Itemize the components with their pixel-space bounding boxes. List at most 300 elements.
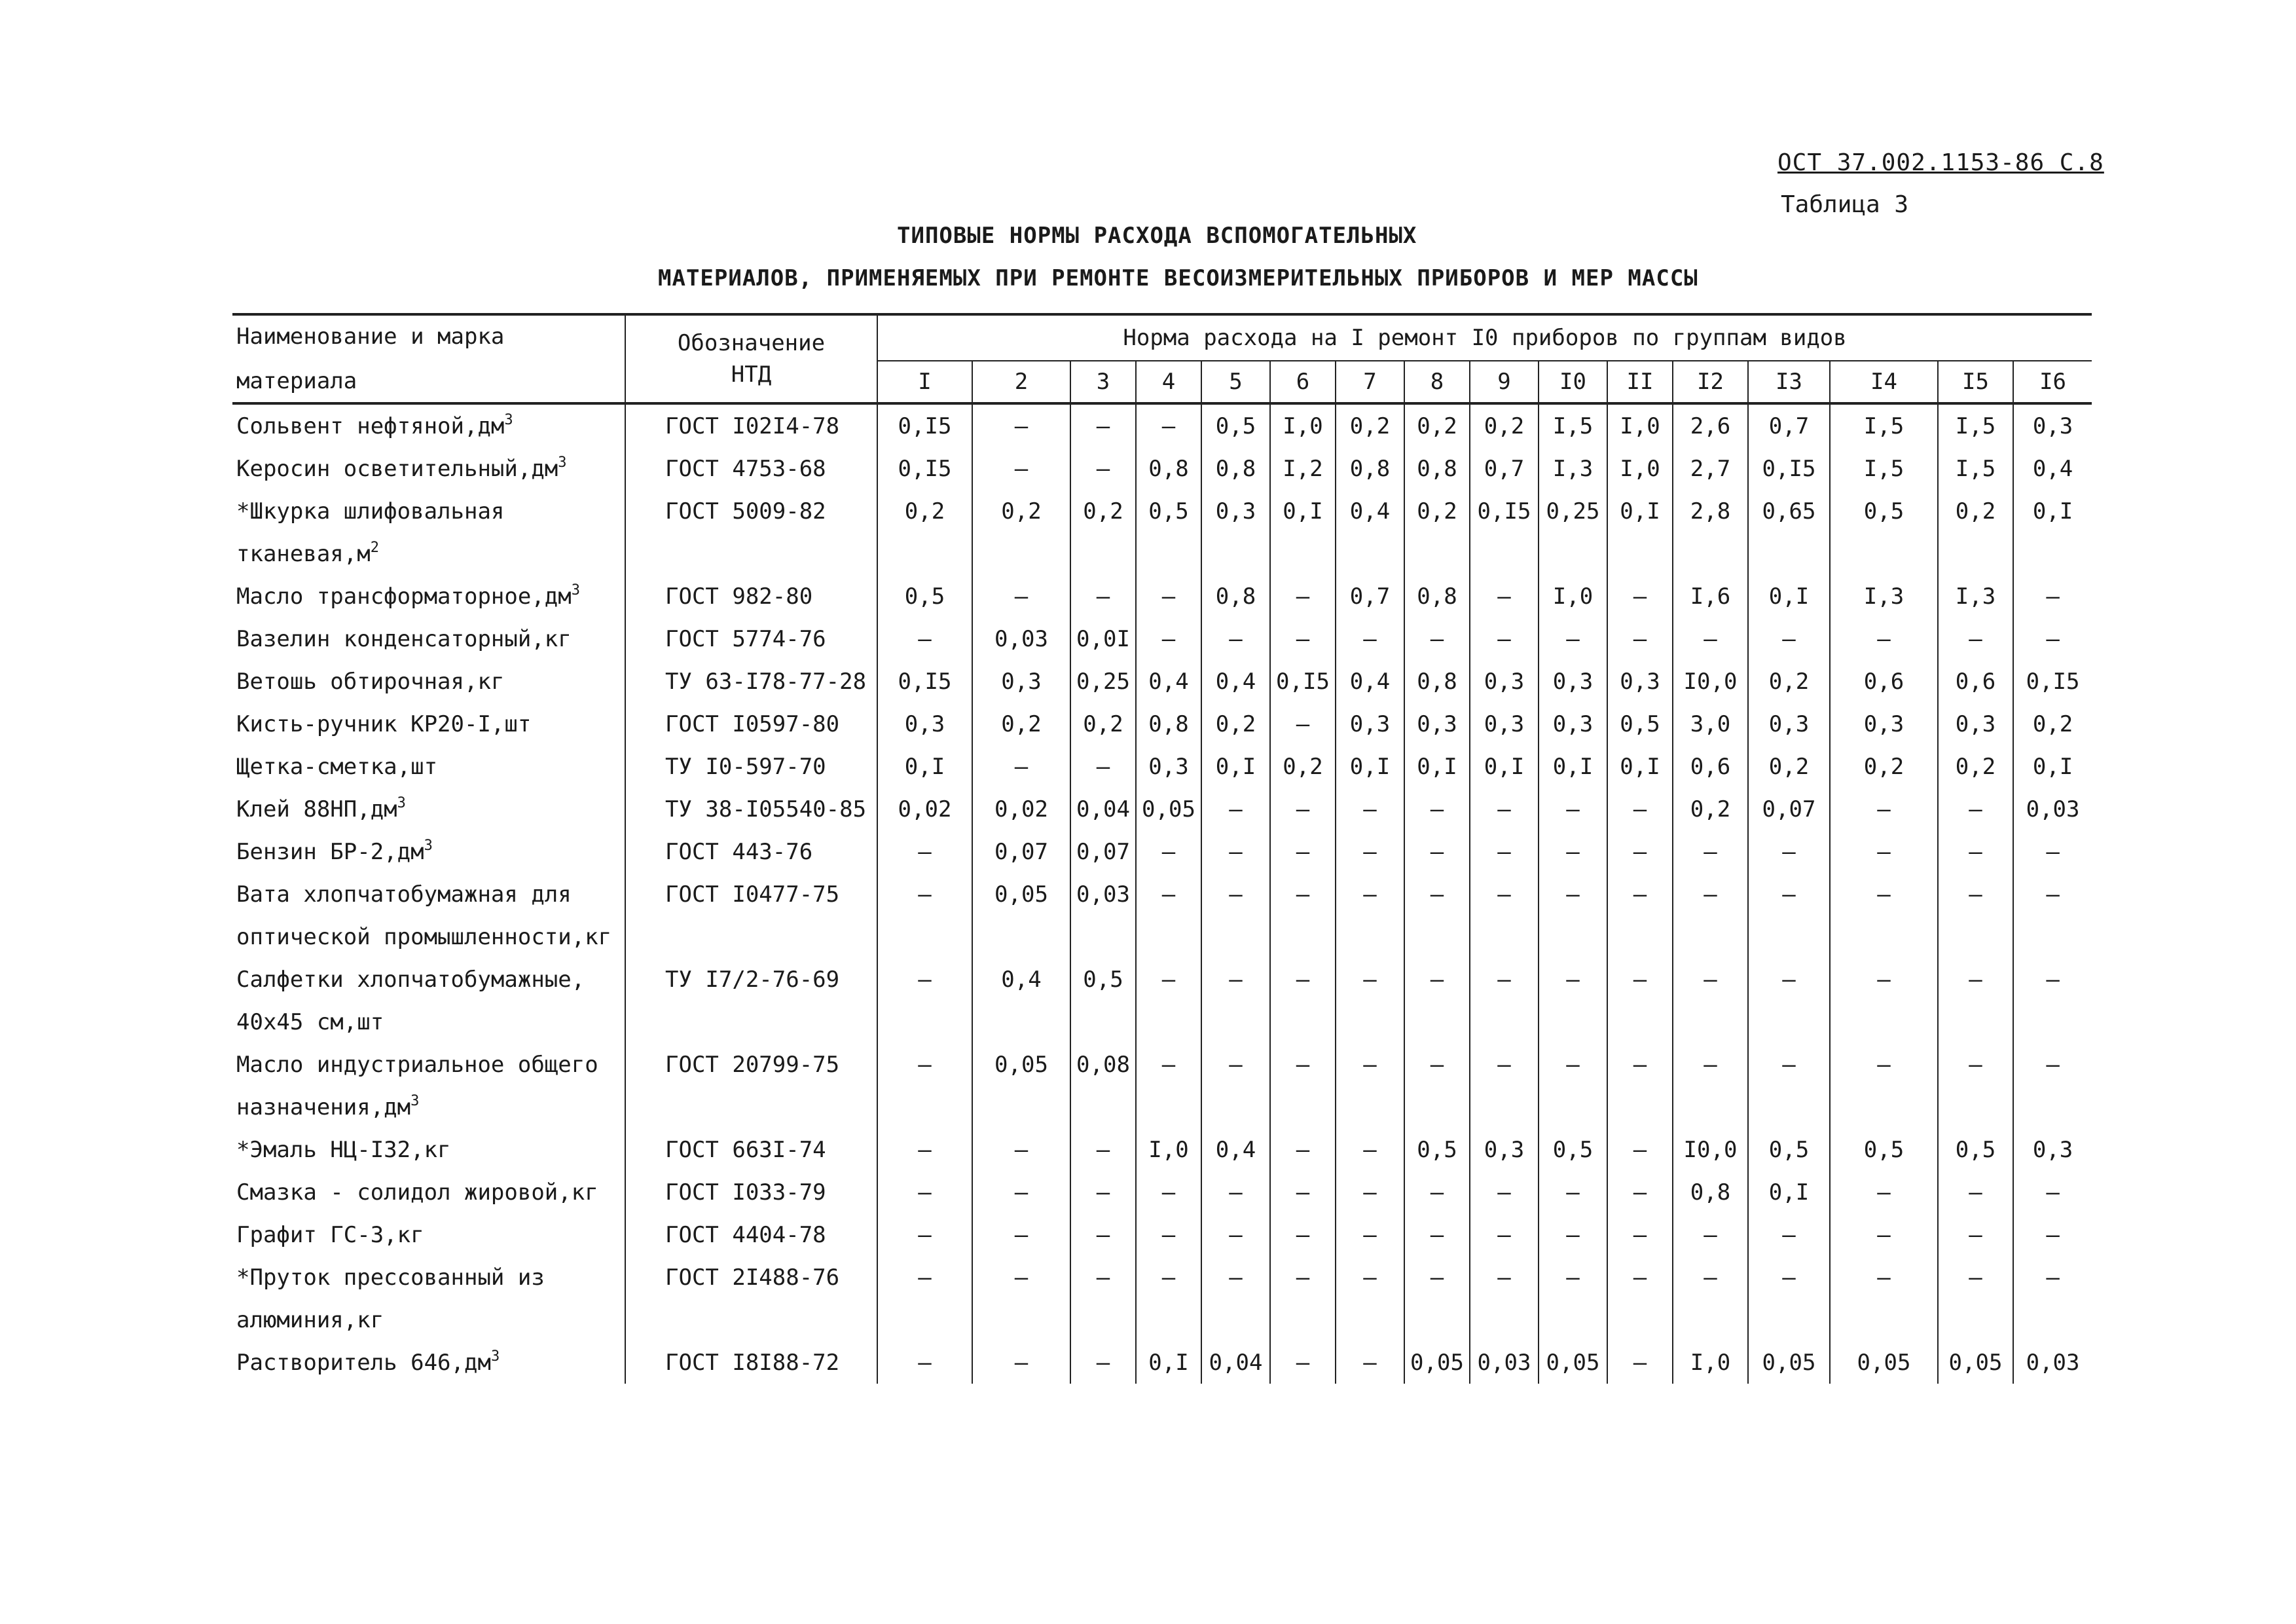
ntd-cell: ГОСТ 663I-74: [625, 1128, 877, 1171]
norm-value-cell: –: [1136, 403, 1201, 447]
norm-value-cell: 0,07: [1070, 830, 1136, 873]
material-name: Масло трансформаторное,дм: [236, 583, 572, 610]
norm-value-cell: –: [1673, 1256, 1748, 1299]
empty-cell: [1070, 1086, 1136, 1128]
norm-value-cell: 0,08: [1070, 1043, 1136, 1086]
norm-value-cell: –: [2013, 1171, 2092, 1213]
norm-value-cell: 0,8: [1136, 447, 1201, 490]
norm-value-cell: –: [972, 1128, 1070, 1171]
norm-value-cell: –: [1201, 788, 1270, 830]
ntd-cell: ГОСТ 4753-68: [625, 447, 877, 490]
unit-superscript: 3: [558, 454, 567, 471]
empty-cell: [1938, 532, 2013, 575]
material-name: Клей 88НП,дм: [236, 796, 397, 822]
empty-cell: [1404, 532, 1470, 575]
empty-cell: [972, 915, 1070, 958]
empty-cell: [625, 1001, 877, 1043]
norm-value-cell: 0,I: [1404, 745, 1470, 788]
norm-value-cell: –: [1470, 788, 1539, 830]
norm-value-cell: I0,0: [1673, 1128, 1748, 1171]
norm-value-cell: 0,4: [2013, 447, 2092, 490]
norm-value-cell: 0,5: [1607, 703, 1673, 745]
ntd-cell: ТУ 38-I05540-85: [625, 788, 877, 830]
empty-cell: [1336, 915, 1404, 958]
norm-value-cell: 0,0I: [1070, 618, 1136, 660]
empty-cell: [1270, 532, 1336, 575]
empty-cell: [2013, 1001, 2092, 1043]
empty-cell: [625, 1299, 877, 1341]
material-name-cell: [232, 1341, 625, 1384]
empty-cell: [2013, 1299, 2092, 1341]
norm-value-cell: –: [1201, 958, 1270, 1001]
norm-value-cell: –: [1830, 1043, 1938, 1086]
norm-value-cell: 0,2: [972, 703, 1070, 745]
ntd-cell: ТУ 63-I78-77-28: [625, 660, 877, 703]
table-row: [232, 490, 2092, 532]
norm-value-cell: –: [1336, 1043, 1404, 1086]
norm-value-cell: –: [1938, 788, 2013, 830]
group-header-cell: I0: [1539, 361, 1607, 403]
norm-value-cell: –: [1070, 1213, 1136, 1256]
norm-value-cell: –: [1336, 1256, 1404, 1299]
norm-value-cell: –: [1404, 1256, 1470, 1299]
empty-cell: [1748, 1299, 1830, 1341]
table-row: [232, 1171, 2092, 1213]
norm-value-cell: 0,04: [1201, 1341, 1270, 1384]
table-row: [232, 830, 2092, 873]
table-row: [232, 447, 2092, 490]
table-row: [232, 958, 2092, 1001]
group-header-cell: 5: [1201, 361, 1270, 403]
norm-value-cell: –: [1539, 1043, 1607, 1086]
norm-value-cell: –: [1270, 788, 1336, 830]
empty-cell: [1336, 1001, 1404, 1043]
unit-superscript: 3: [571, 581, 580, 599]
norm-value-cell: 0,05: [972, 873, 1070, 915]
table-label: Таблица 3: [1781, 191, 1909, 218]
empty-cell: [1607, 1299, 1673, 1341]
empty-cell: [1748, 1086, 1830, 1128]
norm-value-cell: 0,03: [2013, 788, 2092, 830]
norm-value-cell: –: [877, 1256, 972, 1299]
norm-value-cell: 0,4: [1136, 660, 1201, 703]
table-row: [232, 873, 2092, 915]
norm-value-cell: 0,3: [972, 660, 1070, 703]
group-header-cell: II: [1607, 361, 1673, 403]
norm-value-cell: –: [1748, 1043, 1830, 1086]
norm-value-cell: 0,3: [1201, 490, 1270, 532]
norm-value-cell: –: [2013, 873, 2092, 915]
norm-value-cell: –: [1404, 1171, 1470, 1213]
column-header-ntd: [625, 314, 877, 403]
norm-value-cell: –: [1830, 830, 1938, 873]
norm-value-cell: 0,3: [1470, 703, 1539, 745]
unit-superscript: 2: [370, 539, 379, 556]
table-row: [232, 403, 2092, 447]
table-row: [232, 1128, 2092, 1171]
norm-value-cell: –: [1136, 1043, 1201, 1086]
empty-cell: [1938, 915, 2013, 958]
material-name-cell: [232, 1171, 625, 1213]
norm-value-cell: –: [1470, 575, 1539, 618]
empty-cell: [1470, 532, 1539, 575]
norm-value-cell: –: [972, 575, 1070, 618]
group-header-cell: I3: [1748, 361, 1830, 403]
norm-value-cell: 0,3: [1748, 703, 1830, 745]
norm-value-cell: 0,2: [1404, 490, 1470, 532]
empty-cell: [1830, 1001, 1938, 1043]
empty-cell: [972, 1299, 1070, 1341]
norm-value-cell: 2,8: [1673, 490, 1748, 532]
ntd-cell: ГОСТ 20799-75: [625, 1043, 877, 1086]
norm-value-cell: I,0: [1539, 575, 1607, 618]
empty-cell: [1201, 532, 1270, 575]
table-row-continuation: [232, 1001, 2092, 1043]
empty-cell: [1607, 1001, 1673, 1043]
group-header-cell: 2: [972, 361, 1070, 403]
norm-value-cell: –: [1470, 618, 1539, 660]
norm-value-cell: 0,07: [1748, 788, 1830, 830]
table-title-line1: ТИПОВЫЕ НОРМЫ РАСХОДА ВСПОМОГАТЕЛЬНЫХ: [897, 223, 1417, 249]
norm-value-cell: 0,I5: [877, 403, 972, 447]
norm-value-cell: –: [1136, 1171, 1201, 1213]
ntd-cell: ГОСТ I0597-80: [625, 703, 877, 745]
norm-value-cell: –: [1830, 788, 1938, 830]
norm-value-cell: –: [1830, 1171, 1938, 1213]
empty-cell: [1136, 1001, 1201, 1043]
norm-value-cell: 0,2: [972, 490, 1070, 532]
norm-value-cell: 0,I: [1607, 490, 1673, 532]
norm-value-cell: 0,I5: [1470, 490, 1539, 532]
norm-value-cell: 0,05: [1830, 1341, 1938, 1384]
empty-cell: [1673, 1299, 1748, 1341]
norm-value-cell: 0,2: [1938, 490, 2013, 532]
norm-value-cell: –: [1539, 873, 1607, 915]
norm-value-cell: 0,3: [1938, 703, 2013, 745]
norm-value-cell: –: [1336, 1341, 1404, 1384]
group-header-cell: 7: [1336, 361, 1404, 403]
norm-value-cell: 0,03: [1070, 873, 1136, 915]
norm-value-cell: –: [972, 403, 1070, 447]
norm-value-cell: –: [1470, 958, 1539, 1001]
norm-value-cell: 0,3: [1336, 703, 1404, 745]
norm-value-cell: 0,I: [1607, 745, 1673, 788]
norm-value-cell: –: [1336, 1213, 1404, 1256]
norm-value-cell: –: [1336, 873, 1404, 915]
column-header-norm: Норма расхода на I ремонт I0 приборов по группам видов: [877, 314, 2092, 361]
material-name: Щетка-сметка,шт: [236, 753, 438, 780]
norm-value-cell: –: [1938, 618, 2013, 660]
empty-cell: [877, 1086, 972, 1128]
empty-cell: [1539, 1299, 1607, 1341]
norm-value-cell: –: [1404, 873, 1470, 915]
norm-value-cell: I,3: [1938, 575, 2013, 618]
norm-value-cell: –: [877, 618, 972, 660]
material-name-continuation: назначения,дм: [236, 1094, 411, 1120]
norm-value-cell: –: [1270, 575, 1336, 618]
empty-cell: [625, 915, 877, 958]
norm-value-cell: –: [1201, 1043, 1270, 1086]
empty-cell: [877, 532, 972, 575]
norm-value-cell: 0,I: [1748, 1171, 1830, 1213]
table-row: [232, 660, 2092, 703]
empty-cell: [1136, 1299, 1201, 1341]
norm-value-cell: 0,2: [2013, 703, 2092, 745]
norm-value-cell: –: [1270, 1043, 1336, 1086]
norm-value-cell: 0,I5: [877, 447, 972, 490]
norm-value-cell: –: [1938, 1043, 2013, 1086]
norm-value-cell: I,5: [1830, 403, 1938, 447]
group-header-cell: I6: [2013, 361, 2092, 403]
norm-value-cell: –: [1336, 1171, 1404, 1213]
norm-value-cell: 0,4: [1336, 490, 1404, 532]
norm-value-cell: 0,07: [972, 830, 1070, 873]
material-name-cell: [232, 1128, 625, 1171]
material-name: Сольвент нефтяной,дм: [236, 413, 505, 439]
ntd-cell: ГОСТ 982-80: [625, 575, 877, 618]
empty-cell: [1539, 532, 1607, 575]
ntd-cell: ГОСТ I0477-75: [625, 873, 877, 915]
norm-value-cell: –: [1607, 830, 1673, 873]
empty-cell: [1539, 1086, 1607, 1128]
ntd-cell: ГОСТ I02I4-78: [625, 403, 877, 447]
norm-value-cell: I,3: [1830, 575, 1938, 618]
empty-cell: [1607, 915, 1673, 958]
norm-value-cell: –: [1136, 618, 1201, 660]
empty-cell: [1070, 915, 1136, 958]
norm-value-cell: –: [2013, 618, 2092, 660]
norm-value-cell: –: [972, 1213, 1070, 1256]
norm-value-cell: –: [877, 830, 972, 873]
norm-value-cell: –: [1539, 1171, 1607, 1213]
empty-cell: [972, 1086, 1070, 1128]
empty-cell: [1136, 915, 1201, 958]
column-header-name: [232, 314, 625, 403]
empty-cell: [1201, 915, 1270, 958]
ntd-cell: ТУ I7/2-76-69: [625, 958, 877, 1001]
norm-value-cell: 0,5: [1539, 1128, 1607, 1171]
group-header-cell: 3: [1070, 361, 1136, 403]
norm-value-cell: 0,5: [1830, 490, 1938, 532]
ntd-cell: ГОСТ 443-76: [625, 830, 877, 873]
empty-cell: [1673, 532, 1748, 575]
norms-table: [232, 313, 2092, 1384]
norm-value-cell: 0,05: [1136, 788, 1201, 830]
material-name-cell: [232, 1043, 625, 1086]
ntd-cell: ГОСТ I033-79: [625, 1171, 877, 1213]
norm-value-cell: 0,6: [1938, 660, 2013, 703]
norm-value-cell: –: [1336, 1128, 1404, 1171]
norm-value-cell: –: [1404, 1213, 1470, 1256]
norm-value-cell: –: [1404, 830, 1470, 873]
empty-cell: [1404, 915, 1470, 958]
norm-value-cell: –: [1938, 1256, 2013, 1299]
norm-value-cell: –: [1539, 958, 1607, 1001]
norm-value-cell: –: [1607, 1128, 1673, 1171]
norm-value-cell: 0,I: [1336, 745, 1404, 788]
norm-value-cell: 0,05: [1539, 1341, 1607, 1384]
norm-value-cell: –: [1201, 873, 1270, 915]
empty-cell: [1404, 1001, 1470, 1043]
norm-value-cell: I,5: [1938, 403, 2013, 447]
norm-value-cell: –: [1470, 1043, 1539, 1086]
norm-value-cell: –: [1673, 618, 1748, 660]
norm-value-cell: –: [1938, 1213, 2013, 1256]
norm-value-cell: –: [1470, 830, 1539, 873]
table-row: [232, 618, 2092, 660]
norm-value-cell: 0,3: [1470, 660, 1539, 703]
norm-value-cell: –: [1938, 830, 2013, 873]
norm-value-cell: –: [1673, 1043, 1748, 1086]
norm-value-cell: 0,3: [2013, 403, 2092, 447]
norm-value-cell: –: [1673, 873, 1748, 915]
norm-value-cell: 0,I5: [1748, 447, 1830, 490]
material-name-cell: [232, 1299, 625, 1341]
norm-value-cell: –: [2013, 1256, 2092, 1299]
norm-value-cell: I,5: [1938, 447, 2013, 490]
norm-value-cell: 0,5: [1201, 403, 1270, 447]
norm-value-cell: –: [1938, 958, 2013, 1001]
norm-value-cell: 0,I: [2013, 490, 2092, 532]
norm-value-cell: –: [1830, 1256, 1938, 1299]
norm-value-cell: –: [2013, 958, 2092, 1001]
norm-value-cell: –: [1270, 1341, 1336, 1384]
material-name-cell: [232, 447, 625, 490]
norm-value-cell: –: [1404, 958, 1470, 1001]
norm-value-cell: 0,3: [1830, 703, 1938, 745]
ntd-cell: ТУ I0-597-70: [625, 745, 877, 788]
norm-value-cell: –: [1070, 745, 1136, 788]
material-name-cell: [232, 1001, 625, 1043]
norm-value-cell: 0,6: [1673, 745, 1748, 788]
norm-value-cell: I,6: [1673, 575, 1748, 618]
norm-value-cell: 0,05: [972, 1043, 1070, 1086]
empty-cell: [1336, 1086, 1404, 1128]
norm-value-cell: –: [1607, 1256, 1673, 1299]
norm-value-cell: –: [1070, 1128, 1136, 1171]
empty-cell: [625, 1086, 877, 1128]
table-row: [232, 1256, 2092, 1299]
norm-value-cell: I,0: [1607, 403, 1673, 447]
norm-value-cell: –: [1136, 575, 1201, 618]
empty-cell: [877, 915, 972, 958]
norm-value-cell: 0,I: [877, 745, 972, 788]
norm-value-cell: –: [1270, 1213, 1336, 1256]
column-header-name-line2: материала: [236, 368, 357, 394]
norm-value-cell: –: [1270, 1256, 1336, 1299]
empty-cell: [1270, 1001, 1336, 1043]
norm-value-cell: 0,I5: [2013, 660, 2092, 703]
empty-cell: [1470, 915, 1539, 958]
empty-cell: [1470, 1299, 1539, 1341]
norm-value-cell: –: [1938, 1171, 2013, 1213]
norm-value-cell: –: [1201, 830, 1270, 873]
norm-value-cell: I0,0: [1673, 660, 1748, 703]
norm-value-cell: –: [1748, 958, 1830, 1001]
norm-value-cell: –: [1539, 1213, 1607, 1256]
norm-value-cell: –: [972, 1341, 1070, 1384]
norm-value-cell: –: [1404, 788, 1470, 830]
norm-value-cell: –: [2013, 1043, 2092, 1086]
table-row: [232, 575, 2092, 618]
material-name: *Шкурка шлифовальная: [236, 498, 505, 525]
norm-value-cell: –: [1136, 830, 1201, 873]
norm-value-cell: 0,05: [1748, 1341, 1830, 1384]
norm-value-cell: I,5: [1830, 447, 1938, 490]
norm-value-cell: –: [877, 958, 972, 1001]
norm-value-cell: –: [2013, 1213, 2092, 1256]
material-name: Вазелин конденсаторный,кг: [236, 625, 572, 652]
material-name-cell: [232, 958, 625, 1001]
norm-value-cell: –: [1136, 873, 1201, 915]
norm-value-cell: I,0: [1136, 1128, 1201, 1171]
empty-cell: [1539, 915, 1607, 958]
norm-value-cell: –: [1748, 618, 1830, 660]
ntd-cell: ГОСТ 5009-82: [625, 490, 877, 532]
norm-value-cell: 0,5: [1070, 958, 1136, 1001]
norm-value-cell: –: [1201, 618, 1270, 660]
norm-value-cell: 0,8: [1404, 447, 1470, 490]
ntd-cell: ГОСТ 4404-78: [625, 1213, 877, 1256]
empty-cell: [1830, 915, 1938, 958]
norm-value-cell: –: [972, 1171, 1070, 1213]
norm-value-cell: –: [1539, 788, 1607, 830]
table-body: [232, 403, 2092, 1384]
norm-value-cell: 0,3: [1470, 1128, 1539, 1171]
norm-value-cell: –: [1136, 1256, 1201, 1299]
empty-cell: [625, 532, 877, 575]
group-header-cell: I2: [1673, 361, 1748, 403]
norm-value-cell: 0,I: [1748, 575, 1830, 618]
material-name-continuation: тканевая,м: [236, 540, 371, 567]
norm-value-cell: –: [1070, 403, 1136, 447]
material-name: Кисть-ручник КР20-I,шт: [236, 710, 532, 737]
material-name-continuation: алюминия,кг: [236, 1306, 384, 1333]
norm-value-cell: 0,65: [1748, 490, 1830, 532]
norm-value-cell: –: [1748, 830, 1830, 873]
norm-value-cell: 0,4: [1336, 660, 1404, 703]
empty-cell: [1607, 1086, 1673, 1128]
ntd-cell: ГОСТ 2I488-76: [625, 1256, 877, 1299]
norm-value-cell: 0,05: [1938, 1341, 2013, 1384]
material-name: Бензин БР-2,дм: [236, 838, 424, 865]
norm-value-cell: –: [877, 1341, 972, 1384]
material-name: Ветошь обтирочная,кг: [236, 668, 505, 695]
norm-value-cell: 0,25: [1070, 660, 1136, 703]
material-name-cell: [232, 575, 625, 618]
norm-value-cell: 0,3: [2013, 1128, 2092, 1171]
norm-value-cell: 0,8: [1404, 575, 1470, 618]
norm-value-cell: –: [1830, 873, 1938, 915]
norm-value-cell: 0,7: [1748, 403, 1830, 447]
norm-value-cell: 0,2: [1673, 788, 1748, 830]
norm-value-cell: –: [1938, 873, 2013, 915]
norm-value-cell: –: [1336, 958, 1404, 1001]
norm-value-cell: 0,02: [972, 788, 1070, 830]
material-name-cell: [232, 1213, 625, 1256]
empty-cell: [1136, 532, 1201, 575]
norm-value-cell: –: [1673, 958, 1748, 1001]
norm-value-cell: 0,2: [1830, 745, 1938, 788]
norm-value-cell: –: [1539, 618, 1607, 660]
norm-value-cell: I,0: [1270, 403, 1336, 447]
empty-cell: [1201, 1299, 1270, 1341]
empty-cell: [1830, 532, 1938, 575]
material-name: Графит ГС-3,кг: [236, 1221, 424, 1248]
norm-value-cell: –: [972, 1256, 1070, 1299]
material-name: Вата хлопчатобумажная для: [236, 881, 572, 908]
norm-value-cell: 0,6: [1830, 660, 1938, 703]
